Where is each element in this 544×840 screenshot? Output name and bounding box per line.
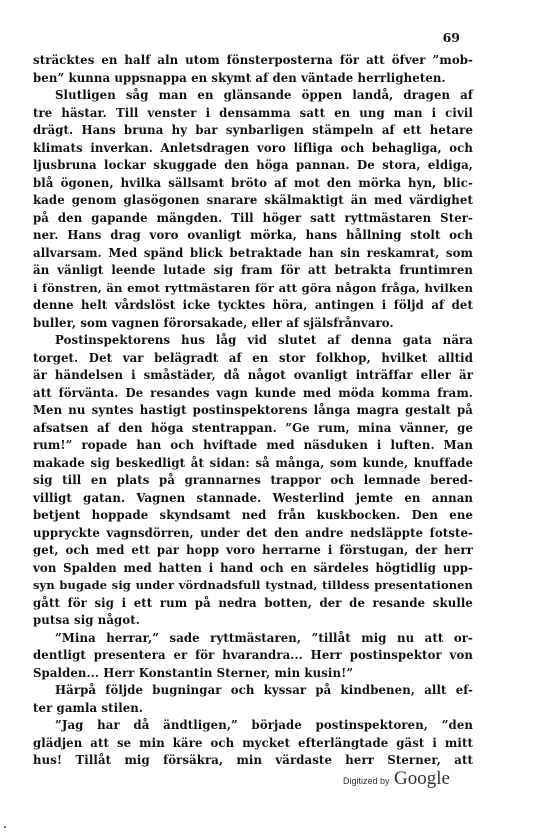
text-line: ter gamla stilen. [33,700,144,715]
body-text [33,52,473,770]
watermark-brand: Google [393,768,450,789]
text-line: sig till en plats på grannarnes trappor och lemnade bered- [33,473,473,487]
text-line: dentligt presentera er för hvarandra... Herr postinspektor von [33,648,473,662]
text-line: afsatsen af den höga stentrappan. ”Ge rum, mina vänner, ge [33,420,473,435]
text-line: allvarsam. Med spänd blick betraktade han sin reskamrat, som [33,245,473,260]
text-line: Men nu syntes hastigt postinspektorens långa magra gestalt på [33,403,473,417]
text-line: villigt gatan. Vagnen stannade. Westerlind jemte en annan [33,490,473,505]
text-line: ljusbruna lockar skuggade den höga pannan. De stora, eldiga, [33,158,473,172]
text-line: get, och med ett par hopp voro herrarne i förstugan, der herr [33,543,473,557]
text-line: i fönstren, än emot ryttmästaren för att göra någon fråga, hvilken [33,280,473,295]
page-number: 69 [442,30,460,45]
watermark-prefix: Digitized by [343,776,390,786]
text-line: på den gapande mängden. Till höger satt ryttmästaren Ster- [33,210,473,225]
text-line: von Spalden med hatten i hand och en särdeles högtidlig upp- [33,560,473,575]
text-line: syn bugade sig under vördnadsfull tystnad, tilldess presentationen [33,578,473,592]
text-line: ”Jag har då ändtligen,” började postinspektoren, ”den [55,718,473,732]
text-line: Spalden... Herr Konstantin Sterner, min kusin!” [33,665,354,680]
text-line: klimats inverkan. Anletsdragen voro lifliga och behagliga, och [33,140,473,155]
text-line: hus! Tillåt mig försäkra, min värdaste herr Sterner, att [33,753,473,767]
text-line: gått för sig i ett rum på nedra botten, der de resande skulle [33,595,473,610]
text-line: tre hästar. Till venster i densamma satt en ung man i civil [33,105,473,120]
digitized-watermark [343,768,468,790]
text-line: rum!” ropade han och hviftade med näsduken i luften. Man [33,438,473,452]
text-line: ”Mina herrar,” sade ryttmästaren, ”tillåt mig nu att or- [55,630,473,645]
text-line: putsa sig något. [33,613,140,627]
text-line: ner. Hans drag voro ovanligt mörka, hans hållning stolt och [33,228,473,242]
text-line: är händelsen i småstäder, då något ovanligt inträffar eller är [33,368,473,382]
text-line: att förvänta. De resandes vagn kunde med möda komma fram. [33,385,473,400]
text-line: kade genom glasögonen snarare skälmaktigt än med värdighet [33,193,473,207]
text-line: Postinspektorens hus låg vid slutet af denna gata nära [55,333,473,347]
text-line: ben” kunna uppsnappa en skymt af den väntade herrligheten. [33,70,446,85]
text-line: drägt. Hans bruna hy bar synbarligen stämpeln af ett hetare [33,123,473,137]
text-line: glädjen att se min käre och mycket efterlängtade gäst i mitt [33,735,473,750]
text-line: Slutligen såg man en glänsande öppen landå, dragen af [55,88,473,102]
text-line: än vänligt leende lutade sig fram för att betrakta fruntimren [33,263,473,277]
text-line: uppryckte vagnsdörren, under det den andre nedsläppte fotste- [33,525,473,540]
text-line: sträcktes en half aln utom fönsterposterna för att öfver ”mob- [33,53,473,67]
text-line: blå ögonen, hvilka sällsamt bröto af mot den mörka hyn, blic- [33,175,473,190]
text-line: torget. Det var belägradt af en stor folkhop, hvilket alltid [33,350,473,365]
text-line: buller, som vagnen förorsakade, eller af själsfrånvaro. [33,315,394,330]
text-line: betjent hoppade skyndsamt ned från kuskbocken. Den ene [33,508,473,522]
text-line: makade sig beskedligt åt sidan: så många, som kunde, knuffade [33,455,473,470]
text-line: denne helt vårdslöst icke tycktes höra, antingen i följd af det [33,298,473,312]
text-line: Härpå följde bugningar och kyssar på kindbenen, allt ef- [55,683,473,697]
scan-speck [4,826,6,828]
